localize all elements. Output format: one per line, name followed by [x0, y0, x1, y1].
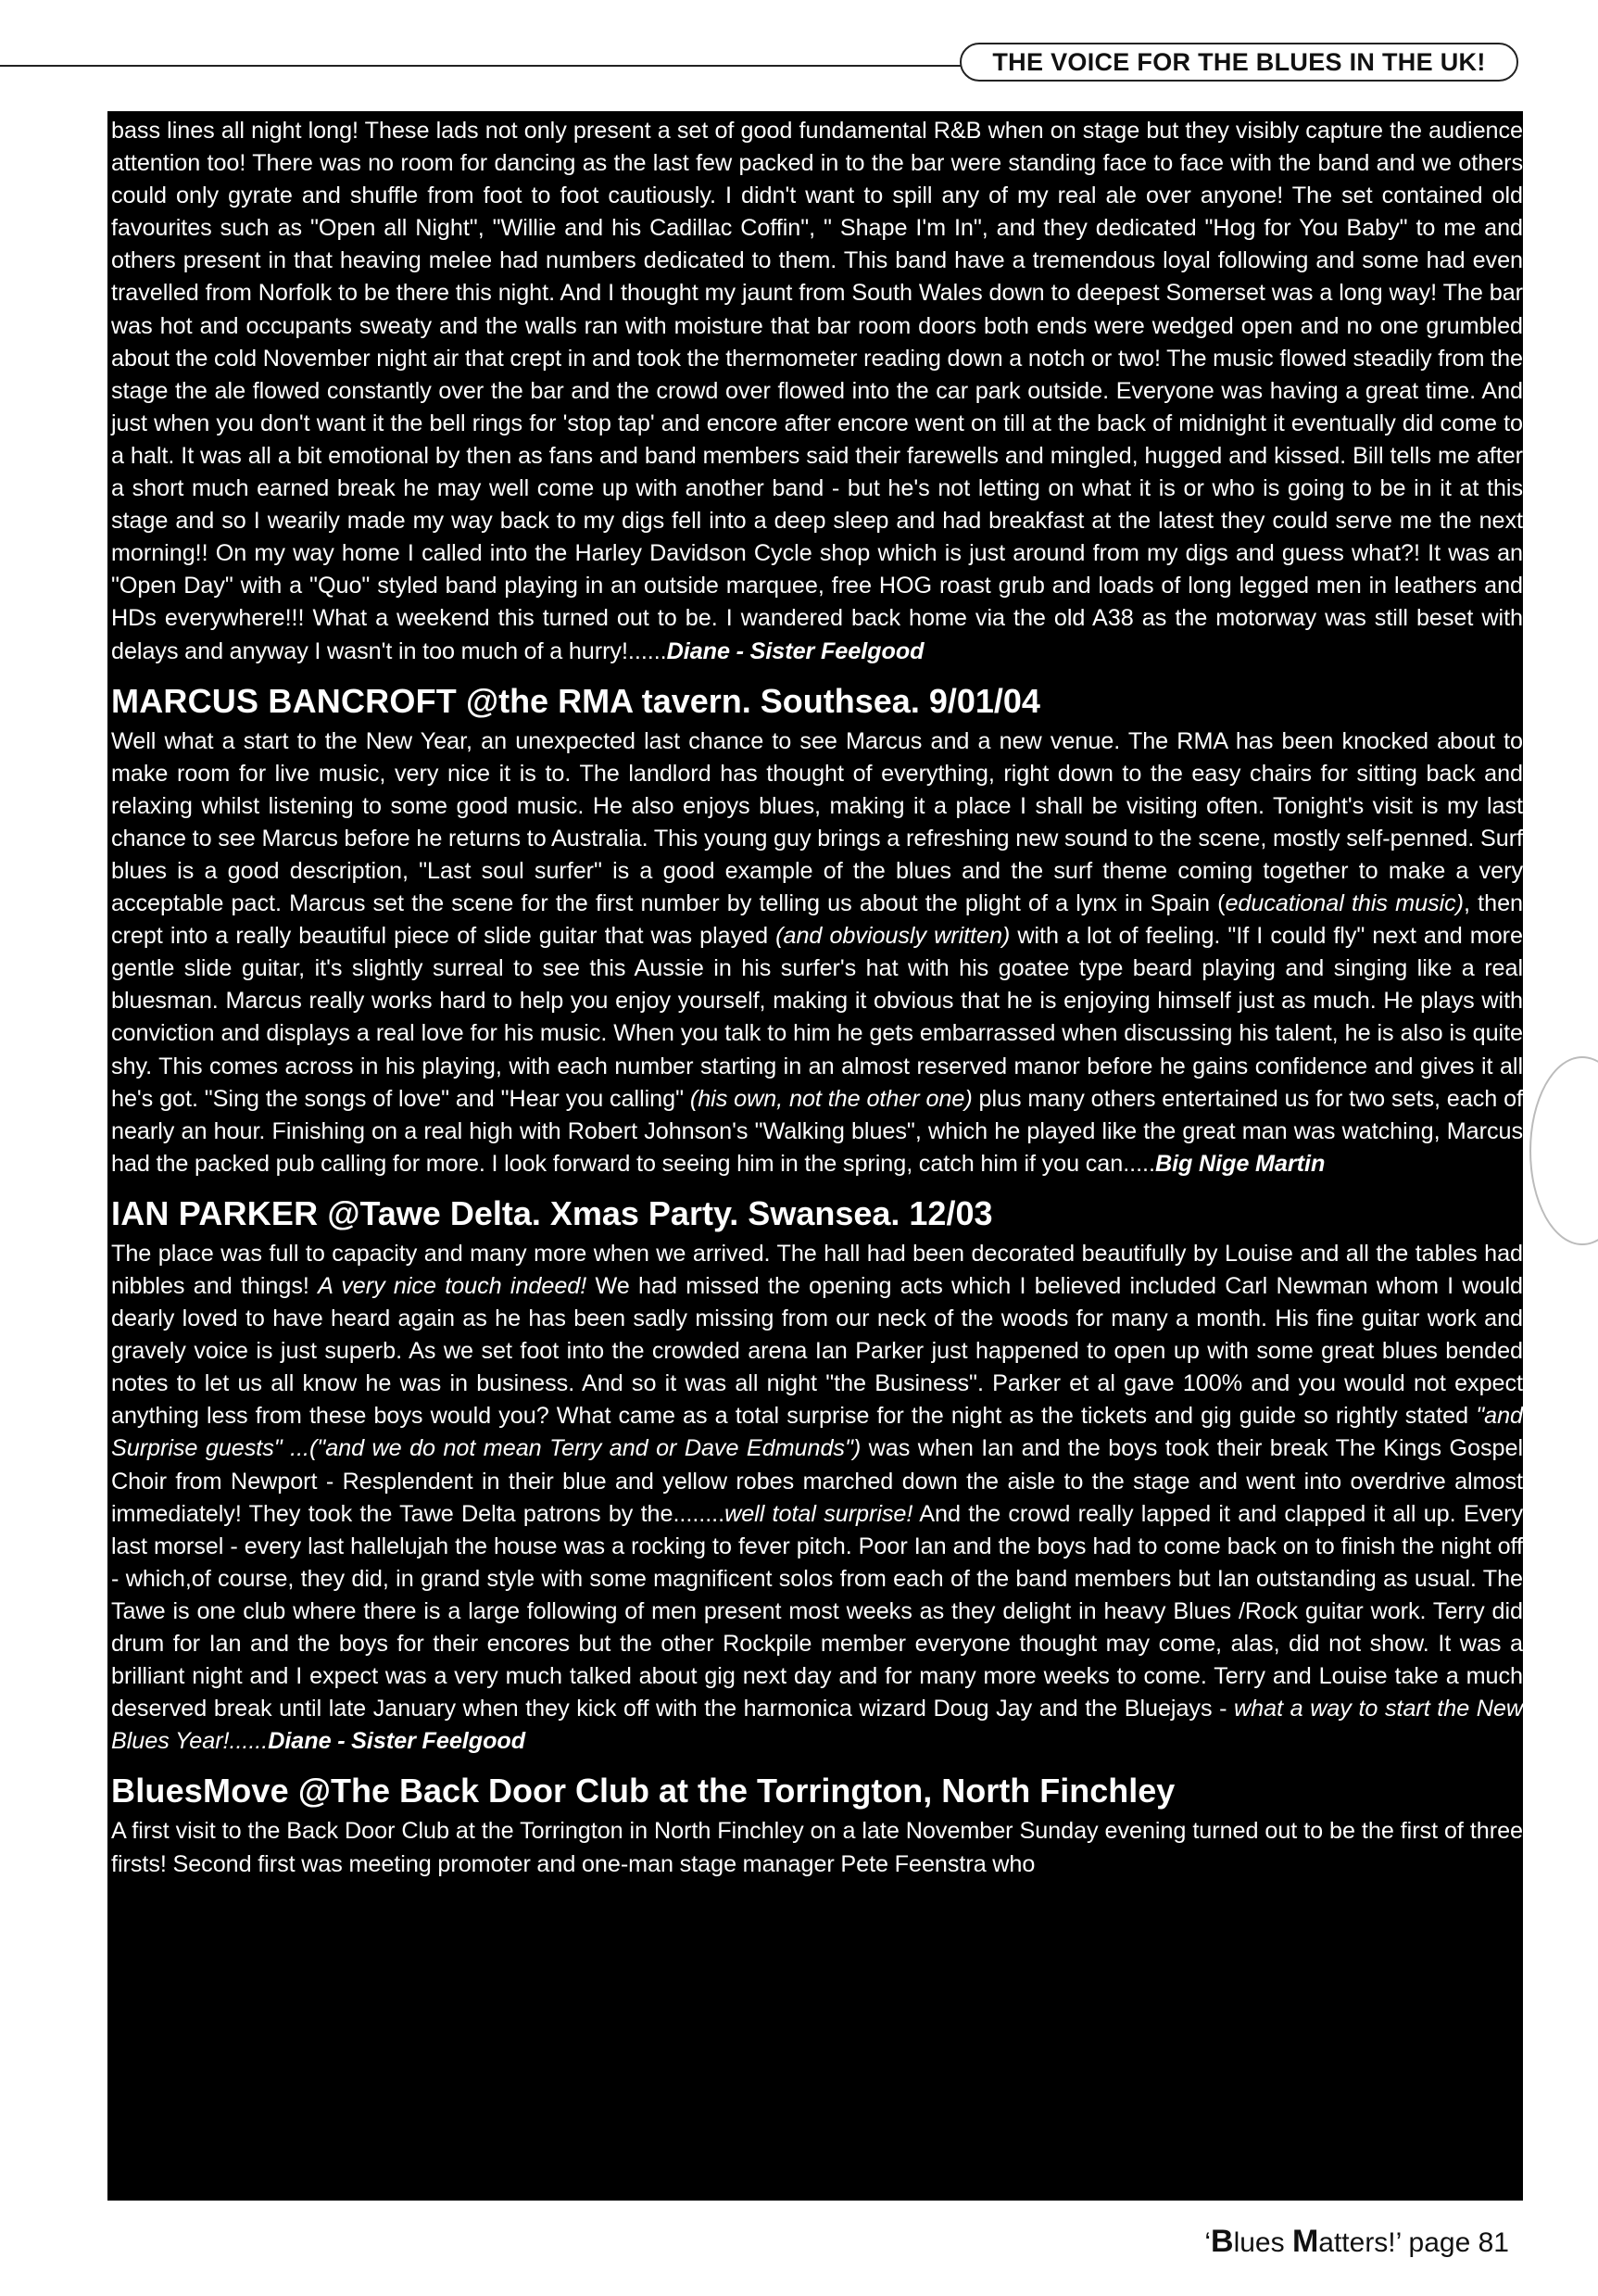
review-text: plus many others entertained us for two sets, each of nearly an hour. Finishing on a real high with Robert Johnson's "Walking blues", which he played like the great man was watching, Marcus had the packed pub calling for more. I look forward to seeing him in the spring, catch him if you can..... — [111, 1085, 1523, 1177]
review-italic: (and obviously written) — [775, 923, 1011, 950]
review-body — [111, 725, 1523, 1180]
review-text: We had missed the opening acts which I believed included Carl Newman whom I would dearly loved to have heard again as he has been sadly missing from our neck of the woods for many a month. His fine guitar work and gravely voice is just superb. As we set foot into the crowded arena Ian Parker just happened to open up with some great blues bended notes to let us all know he was in business. And so it was all night "the Business". Parker et al gave 100% and you would not expect anything less from these boys would you? What came as a total surprise for the night as the tickets and gig guide so rightly stated — [111, 1273, 1523, 1430]
review-heading — [111, 1771, 1523, 1811]
review-sister-feelgood-continued — [111, 115, 1523, 668]
band-name: IAN PARKER — [111, 1193, 319, 1232]
footer-atters: atters! — [1318, 2227, 1396, 2258]
review-text: And the crowd really lapped it and clapped it all up. Every last morsel - every last hallelujah the house was a rocking to fever pitch. Poor Ian and the boys had to come back on to finish the night off - which,of course, they did, in grand style with some magnificent solos from each of the band members but Ian outstanding as usual. The Tawe is one club where there is a large following of men present most weeks as they delight in heavy Blues /Rock guitar work. Terry did drum for Ian and the boys for their encores but the other Rockpile member everyone thought may come, alas, did not show. It was a brilliant night and I expect was a very much talked about gig next day and for many more weeks to come. Terry and Louise take a much deserved break until late January when they kick off with the harmonica wizard Doug Jay and the Bluejays - — [111, 1500, 1523, 1722]
review-text: with a lot of feeling. "If I could fly" next and more gentle slide guitar, it's slightly surreal to see this Aussie in his surfer's hat with his goatee type beard playing and singing like a real bluesman. Marcus really works hard to help you enjoy yourself, making it obvious that he is enjoying himself just as much. He plays with conviction and displays a real love for his music. When you talk to him he gets embarrassed when discussing his talent, he is also is quite shy. This comes across in his playing, with each number starting in an almost reserved manor before he gains confidence and gives it all he's got. "Sing the songs of love" and "Hear you calling" — [111, 923, 1523, 1112]
page-edge-arc — [1529, 1056, 1598, 1245]
article-panel — [107, 111, 1523, 2201]
band-name: BluesMove — [111, 1772, 289, 1810]
review-text: , then crept into a really beautiful piece of slide guitar that was played — [111, 890, 1523, 950]
review-italic: educational this music) — [1225, 890, 1465, 917]
venue-date: @The Back Door Club at the Torrington, North Finchley — [288, 1772, 1176, 1810]
review-body — [111, 1238, 1523, 1759]
review-marcus-bancroft — [111, 681, 1523, 1180]
review-text: was when Ian and the boys took their break The Kings Gospel Choir from Newport - Resplendent in their blue and yellow robes marched down the aisle to the stage and went into overdrive almost immediately! They took the Tawe Delta patrons by the........ — [111, 1435, 1523, 1527]
review-text: bass lines all night long! These lads not only present a set of good fundamental R&B when on stage but they visibly capture the audience attention too! There was no room for dancing as the last few packed in to the bar were standing face to face with the band and we others could only gyrate and shuffle from foot to foot cautiously. I didn't want to spill any of my real ale over anyone! The set contained old favourites such as "Open all Night", "Willie and his Cadillac Coffin", " Shape I'm In", and they dedicated "Hog for You Baby" to me and others present in that heaving melee had numbers dedicated to them. This band have a tremendous loyal following and some had even travelled from Norfolk to be there this night. And I thought my jaunt from South Wales down to deepest Somerset was a long way! The bar was hot and occupants sweaty and the walls ran with moisture that bar room doors both ends were wedged open and no one grumbled about the cold November night air that crept in and took the thermometer reading down a notch or two! The music flowed steadily from the stage the ale flowed constantly over the bar and the crowd over flowed into the car park outside. Everyone was having a great time. And just when you don't want it the bell rings for 'stop tap' and encore after encore went on till at the back of midnight it eventually did come to a halt. It was all a bit emotional by then as fans and band members said their farewells and mingled, hugged and kissed. Bill tells me after a short much earned break he may well come up with another band - but he's not letting on what it is or who is going to be in it at this stage and so I wearily made my way back to my digs fell into a deep sleep and had breakfast at the latest they could serve me the next morning!! On my way home I called into the Harley Davidson Cycle shop which is just around from my digs and guess what?! It was an "Open Day" with a "Quo" styled band playing in an outside marquee, free HOG roast grub and loads of long legged men in leathers and HDs everywhere!!! What a weekend this turned out to be. I wandered back home via the old A38 as the motorway was still beset with delays and anyway I wasn't in too much of a hurry!...... — [111, 118, 1523, 664]
review-body — [111, 1815, 1523, 1880]
header-slogan: THE VOICE FOR THE BLUES IN THE UK! — [960, 43, 1518, 82]
review-text: A first visit to the Back Door Club at the Torrington in North Finchley on a late November Sunday evening turned out to be the first of three firsts! Second first was meeting promoter and one-man stage manager Pete Feenstra who — [111, 1818, 1523, 1877]
header-rule — [0, 65, 963, 67]
review-signature: Diane - Sister Feelgood — [268, 1728, 526, 1755]
band-name: MARCUS BANCROFT — [111, 681, 457, 720]
review-italic: "and Surprise guests" ...("and we do not mean Terry and or Dave Edmunds") — [111, 1403, 1523, 1462]
review-italic: what a way to start the New Blues Year!...... — [111, 1696, 1523, 1755]
page-footer — [1204, 2224, 1509, 2260]
review-heading — [111, 1193, 1523, 1234]
review-heading — [111, 681, 1523, 722]
footer-quote-close: ’ — [1395, 2227, 1402, 2258]
review-italic: well total surprise! — [724, 1500, 913, 1527]
footer-m: M — [1291, 2224, 1319, 2259]
review-text: Well what a start to the New Year, an unexpected last chance to see Marcus and a new venue. The RMA has been knocked about to make room for live music, very nice it is to. The landlord has thought of everything, right down to the easy chairs for sitting back and relaxing whilst listening to some good music. He also enjoys blues, making it a place I shall be visiting often. Tonight's visit is my last chance to see Marcus before he returns to Australia. This young guy brings a refreshing new sound to the scene, mostly self-penned. Surf blues is a good description, "Last soul surfer" is a good example of the blues and the surf theme coming together to make a very acceptable pact. Marcus set the scene for the first number by telling us about the plight of a lynx in Spain ( — [111, 727, 1523, 917]
review-italic: (his own, not the other one) — [689, 1085, 973, 1112]
review-signature: Diane - Sister Feelgood — [666, 637, 925, 664]
review-text: The place was full to capacity and many more when we arrived. The hall had been decorated beautifully by Louise and all the tables had nibbles and things! — [111, 1240, 1523, 1299]
venue-date: @the RMA tavern. Southsea. 9/01/04 — [456, 681, 1040, 720]
review-italic: A very nice touch indeed! — [318, 1273, 587, 1299]
review-signature: Big Nige Martin — [1154, 1150, 1326, 1177]
footer-lues: lues — [1233, 2227, 1292, 2258]
review-body — [111, 115, 1523, 668]
review-ian-parker — [111, 1193, 1523, 1759]
page-number: page 81 — [1401, 2227, 1509, 2258]
footer-quote-open: ‘ — [1204, 2227, 1212, 2258]
footer-b: B — [1211, 2224, 1234, 2259]
venue-date: @Tawe Delta. Xmas Party. Swansea. 12/03 — [318, 1193, 993, 1232]
review-bluesmove — [111, 1771, 1523, 1880]
